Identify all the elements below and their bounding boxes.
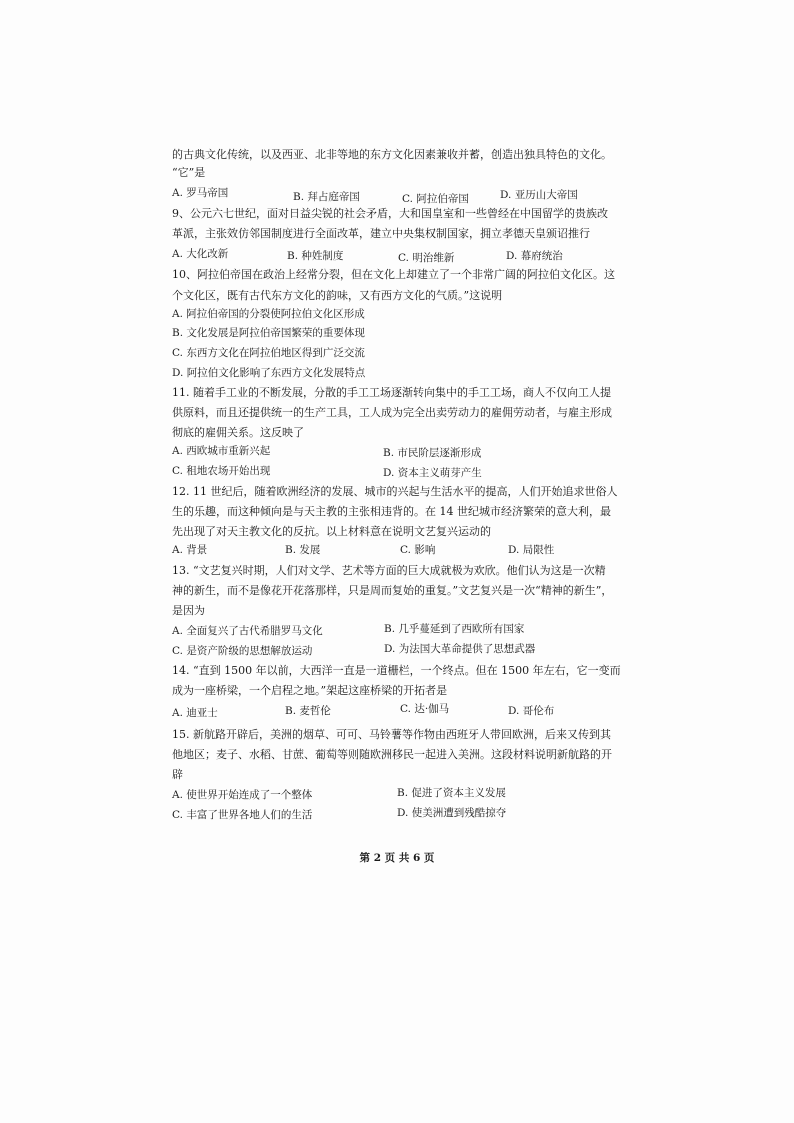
q14-option-a: A. 迪亚士	[172, 707, 218, 719]
q10-option-a: A. 阿拉伯帝国的分裂使阿拉伯文化区形成	[172, 308, 365, 320]
q9-option-b: B. 种姓制度	[287, 250, 344, 262]
q11-option-c: C. 租地农场开始出现	[172, 465, 271, 477]
q11-stem-line3: 彻底的雇佣关系。这反映了	[172, 426, 304, 439]
q12-option-b: B. 发展	[285, 544, 321, 556]
q9-option-c: C. 明治维新	[398, 252, 455, 264]
q11-option-a: A. 西欧城市重新兴起	[172, 445, 271, 457]
q14-option-c: C. 达·伽马	[400, 703, 450, 715]
q14-option-d: D. 哥伦布	[508, 705, 555, 717]
page-footer: 第 2 页 共 6 页	[359, 852, 435, 864]
q13-stem-line3: 是因为	[172, 604, 205, 617]
q13-option-c: C. 是资产阶级的思想解放运动	[172, 645, 313, 657]
q15-stem-line1: 15. 新航路开辟后，美洲的烟草、可可、马铃薯等作物由西班牙人带回欧洲，后来又传到其	[172, 728, 611, 741]
q14-option-b: B. 麦哲伦	[285, 705, 331, 717]
q10-stem-line2: 个文化区，既有古代东方文化的韵味，又有西方文化的气质。”这说明	[172, 289, 503, 302]
q10-option-d: D. 阿拉伯文化影响了东西方文化发展特点	[172, 367, 366, 379]
q13-option-b: B. 几乎蔓延到了西欧所有国家	[384, 623, 525, 635]
q15-stem-line2: 他地区；麦子、水稻、甘蔗、葡萄等则随欧洲移民一起进入美洲。这段材料说明新航路的开	[172, 748, 612, 761]
q12-option-a: A. 背景	[172, 544, 208, 556]
q12-stem-line3: 先出现了对天主教文化的反抗。以上材料意在说明文艺复兴运动的	[172, 525, 491, 538]
q8-option-b: B. 拜占庭帝国	[293, 191, 360, 203]
q9-stem-line1: 9、公元六七世纪，面对日益尖锐的社会矛盾，大和国皇室和一些曾经在中国留学的贵族改	[172, 207, 608, 220]
q11-option-b: B. 市民阶层逐渐形成	[383, 447, 482, 459]
q10-option-c: C. 东西方文化在阿拉伯地区得到广泛交流	[172, 347, 365, 359]
q9-option-a: A. 大化改新	[172, 248, 229, 260]
q8-stem-line2: “它”是	[172, 166, 206, 179]
q14-stem-line2: 成为一座桥梁，一个启程之地。”架起这座桥梁的开拓者是	[172, 684, 448, 697]
q8-option-c: C. 阿拉伯帝国	[402, 193, 469, 205]
q11-option-d: D. 资本主义萌芽产生	[383, 467, 482, 479]
q9-option-d: D. 幕府统治	[506, 250, 563, 262]
q13-option-d: D. 为法国大革命提供了思想武器	[384, 643, 536, 655]
q9-stem-line2: 革派，主张效仿邻国制度进行全面改革，建立中央集权制国家，拥立孝德天皇颁诏推行	[172, 227, 590, 240]
q10-option-b: B. 文化发展是阿拉伯帝国繁荣的重要体现	[172, 327, 365, 339]
q10-stem-line1: 10、阿拉伯帝国在政治上经常分裂，但在文化上却建立了一个非常广阔的阿拉伯文化区。这	[172, 268, 615, 281]
q15-option-a: A. 使世界开始连成了一个整体	[172, 789, 313, 801]
q8-option-d: D. 亚历山大帝国	[500, 189, 578, 201]
q15-option-b: B. 促进了资本主义发展	[397, 787, 506, 799]
q12-stem-line2: 生的乐趣，而这种倾向是与天主教的主张相违背的。在 14 世纪城市经济繁荣的意大利，最	[172, 505, 611, 518]
q8-option-a: A. 罗马帝国	[172, 187, 229, 199]
q13-stem-line2: 神的新生，而不是像花开花落那样，只是周而复始的重复。”文艺复兴是一次“精神的新生”，	[172, 584, 613, 597]
q8-stem-line1: 的古典文化传统，以及西亚、北非等地的东方文化因素兼收并蓄，创造出独具特色的文化。	[172, 148, 612, 161]
q12-option-d: D. 局限性	[508, 544, 555, 556]
q11-stem-line1: 11. 随着手工业的不断发展，分散的手工工场逐渐转向集中的手工工场，商人不仅向工人提	[172, 386, 611, 399]
q14-stem-line1: 14. “直到 1500 年以前，大西洋一直是一道栅栏，一个终点。但在 1500 年左右，它一变而	[172, 664, 621, 677]
q12-stem-line1: 12. 11 世纪后，随着欧洲经济的发展、城市的兴起与生活水平的提高，人们开始追求世俗人	[172, 485, 618, 498]
q15-option-d: D. 使美洲遭到残酷掠夺	[397, 807, 507, 819]
q12-option-c: C. 影响	[400, 544, 436, 556]
q15-stem-line3: 辟	[172, 768, 183, 781]
q11-stem-line2: 供原料，而且还提供统一的生产工具，工人成为完全出卖劳动力的雇佣劳动者，与雇主形成	[172, 406, 612, 419]
q15-option-c: C. 丰富了世界各地人们的生活	[172, 809, 313, 821]
q13-stem-line1: 13. “文艺复兴时期，人们对文学、艺术等方面的巨大成就极为欢欣。他们认为这是一次精	[172, 564, 606, 577]
q13-option-a: A. 全面复兴了古代希腊罗马文化	[172, 625, 323, 637]
